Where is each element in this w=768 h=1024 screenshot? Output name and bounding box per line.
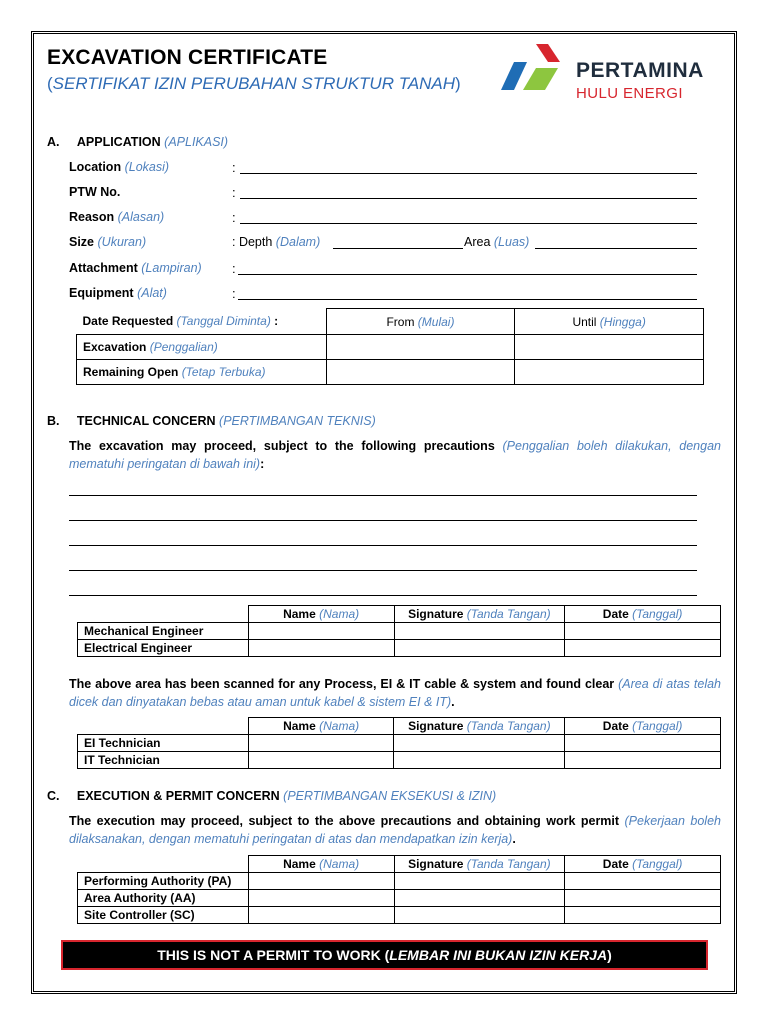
- attachment-field[interactable]: [238, 274, 697, 275]
- precaution-line-1[interactable]: [69, 495, 697, 496]
- name-cell[interactable]: [248, 640, 394, 657]
- excavation-until-cell[interactable]: [515, 335, 704, 360]
- logo-subtitle: HULU ENERGI: [576, 85, 683, 102]
- name-cell[interactable]: [248, 735, 394, 752]
- date-cell[interactable]: [565, 623, 721, 640]
- section-c-heading: C. EXECUTION & PERMIT CONCERN (PERTIMBANGAN EKSEKUSI & IZIN): [47, 789, 497, 803]
- name-header: Name (Nama): [248, 606, 394, 623]
- mechanical-engineer-label: Mechanical Engineer: [78, 623, 249, 640]
- remaining-open-from-cell[interactable]: [326, 360, 515, 385]
- subtitle-close: ): [455, 74, 461, 93]
- equipment-label: Equipment (Alat): [69, 286, 167, 300]
- from-header: From (Mulai): [326, 309, 515, 335]
- section-title: APPLICATION: [76, 135, 161, 149]
- equipment-field[interactable]: [238, 299, 697, 300]
- area-field[interactable]: [535, 248, 697, 249]
- remaining-open-until-cell[interactable]: [515, 360, 704, 385]
- location-field[interactable]: [240, 173, 697, 174]
- technicians-sign-table: [77, 717, 721, 769]
- name-cell[interactable]: [248, 752, 394, 769]
- performing-authority-label: Performing Authority (PA): [78, 873, 249, 890]
- date-cell[interactable]: [565, 735, 721, 752]
- colon: :: [232, 160, 236, 175]
- signature-cell[interactable]: [394, 623, 565, 640]
- section-letter: A.: [47, 135, 60, 149]
- section-a-heading: [47, 135, 228, 149]
- name-header: Name (Nama): [248, 856, 394, 873]
- authorities-sign-table: [77, 855, 721, 924]
- date-cell[interactable]: [565, 752, 721, 769]
- location-label: Location (Lokasi): [69, 160, 170, 174]
- document-border: [31, 31, 737, 994]
- document-subtitle: [47, 74, 461, 94]
- signature-header: Signature (Tanda Tangan): [394, 606, 565, 623]
- date-requested-table: [76, 308, 704, 385]
- colon: :: [232, 261, 236, 276]
- area-label: Area (Luas): [464, 235, 530, 249]
- name-cell[interactable]: [248, 873, 394, 890]
- signature-header: Signature (Tanda Tangan): [394, 718, 565, 735]
- depth-label: : Depth (Dalam): [232, 235, 321, 249]
- signature-header: Signature (Tanda Tangan): [394, 856, 565, 873]
- not-a-permit-banner: THIS IS NOT A PERMIT TO WORK (LEMBAR INI BUKAN IZIN KERJA): [61, 940, 708, 970]
- date-header: Date (Tanggal): [565, 718, 721, 735]
- ptw-label: PTW No.: [69, 185, 121, 199]
- name-cell[interactable]: [248, 907, 394, 924]
- colon: :: [232, 185, 236, 200]
- execution-paragraph: The execution may proceed, subject to the above precautions and obtaining work permit (Pekerjaan boleh dilaksanakan, dengan mematuhi peringatan di atas dan mendapatkan izin kerja).: [69, 814, 721, 846]
- date-header: Date (Tanggal): [565, 606, 721, 623]
- precaution-line-5[interactable]: [69, 595, 697, 596]
- size-label: Size (Ukuran): [69, 235, 147, 249]
- name-cell[interactable]: [248, 890, 394, 907]
- date-header: Date (Tanggal): [565, 856, 721, 873]
- date-cell[interactable]: [565, 873, 721, 890]
- subtitle-open: (: [47, 74, 53, 93]
- excavation-row-label: Excavation (Penggalian): [77, 335, 327, 360]
- date-cell[interactable]: [565, 890, 721, 907]
- remaining-open-row-label: Remaining Open (Tetap Terbuka): [77, 360, 327, 385]
- precaution-line-4[interactable]: [69, 570, 697, 571]
- engineers-sign-table: [77, 605, 721, 657]
- signature-cell[interactable]: [394, 735, 565, 752]
- it-technician-label: IT Technician: [78, 752, 249, 769]
- scan-clear-paragraph: The above area has been scanned for any Process, EI & IT cable & system and found clear (Area di atas telah dicek dan dinyatakan bebas atau aman untuk kabel & sistem EI & IT).: [69, 677, 721, 709]
- site-controller-label: Site Controller (SC): [78, 907, 249, 924]
- colon: :: [232, 210, 236, 225]
- date-cell[interactable]: [565, 907, 721, 924]
- attachment-label: Attachment (Lampiran): [69, 261, 202, 275]
- signature-cell[interactable]: [394, 873, 565, 890]
- name-cell[interactable]: [248, 623, 394, 640]
- area-authority-label: Area Authority (AA): [78, 890, 249, 907]
- logo-name: PERTAMINA: [576, 59, 704, 82]
- signature-cell[interactable]: [394, 890, 565, 907]
- colon: :: [232, 286, 236, 301]
- section-b-heading: B. TECHNICAL CONCERN (PERTIMBANGAN TEKNIS): [47, 414, 376, 428]
- document-title: EXCAVATION CERTIFICATE: [47, 46, 328, 69]
- electrical-engineer-label: Electrical Engineer: [78, 640, 249, 657]
- precautions-paragraph: The excavation may proceed, subject to the following precautions (Penggalian boleh dilakukan, dengan mematuhi peringatan di bawah ini):: [69, 439, 721, 471]
- subtitle-text: SERTIFIKAT IZIN PERUBAHAN STRUKTUR TANAH: [52, 74, 456, 93]
- reason-field[interactable]: [240, 223, 697, 224]
- signature-cell[interactable]: [394, 907, 565, 924]
- precaution-line-2[interactable]: [69, 520, 697, 521]
- reason-label: Reason (Alasan): [69, 210, 165, 224]
- depth-field[interactable]: [333, 248, 463, 249]
- signature-cell[interactable]: [394, 640, 565, 657]
- ptw-field[interactable]: [240, 198, 697, 199]
- until-header: Until (Hingga): [515, 309, 704, 335]
- section-title-id: (APLIKASI): [164, 135, 229, 149]
- date-cell[interactable]: [565, 640, 721, 657]
- date-requested-label: Date Requested (Tanggal Diminta) :: [82, 314, 279, 329]
- pertamina-logo-icon: [500, 42, 570, 94]
- signature-cell[interactable]: [394, 752, 565, 769]
- ei-technician-label: EI Technician: [78, 735, 249, 752]
- precaution-line-3[interactable]: [69, 545, 697, 546]
- excavation-from-cell[interactable]: [326, 335, 515, 360]
- name-header: Name (Nama): [248, 718, 394, 735]
